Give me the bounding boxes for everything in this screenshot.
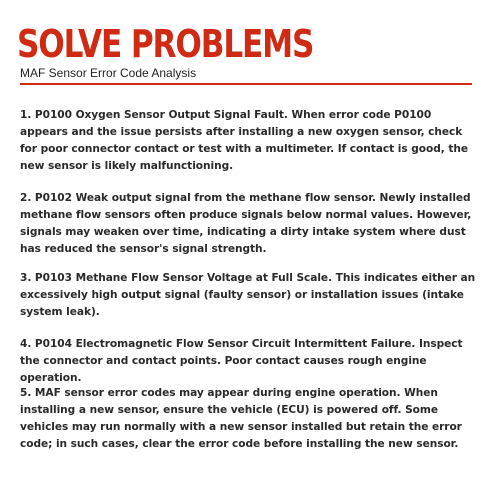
error-code-item-p0102: 2. P0102 Weak output signal from the methane flow sensor. Newly installed methane flow sensors often produce signals below normal values. However, signals may weaken over time, indicating a dirty intake system where dust has reduced the sensor's signal strength. xyxy=(20,192,472,255)
maf-installation-note: 5. MAF sensor error codes may appear during engine operation. When installing a new sensor, ensure the vehicle (ECU) is powered off. Some vehicles may run normally with a new sensor installed but retain the error code; in such cases, clear the error code before installing the new sensor. xyxy=(20,387,462,450)
error-code-item-p0103: 3. P0103 Methane Flow Sensor Voltage at Full Scale. This indicates either an excessively high output signal (faulty sensor) or installation issues (intake system leak). xyxy=(20,272,476,318)
page-title: SOLVE PROBLEMS xyxy=(17,22,314,66)
page-subtitle: MAF Sensor Error Code Analysis xyxy=(20,66,197,80)
error-code-item-p0100: 1. P0100 Oxygen Sensor Output Signal Fault. When error code P0100 appears and the issue persists after installing a new oxygen sensor, check for poor connector contact or test with a multimeter. If contact is good, the new sensor is likely malfunctioning. xyxy=(20,109,468,172)
title-divider xyxy=(20,83,472,85)
error-code-item-p0104: 4. P0104 Electromagnetic Flow Sensor Circuit Intermittent Failure. Inspect the connector and contact points. Poor contact causes rough engine operation. xyxy=(20,338,463,384)
